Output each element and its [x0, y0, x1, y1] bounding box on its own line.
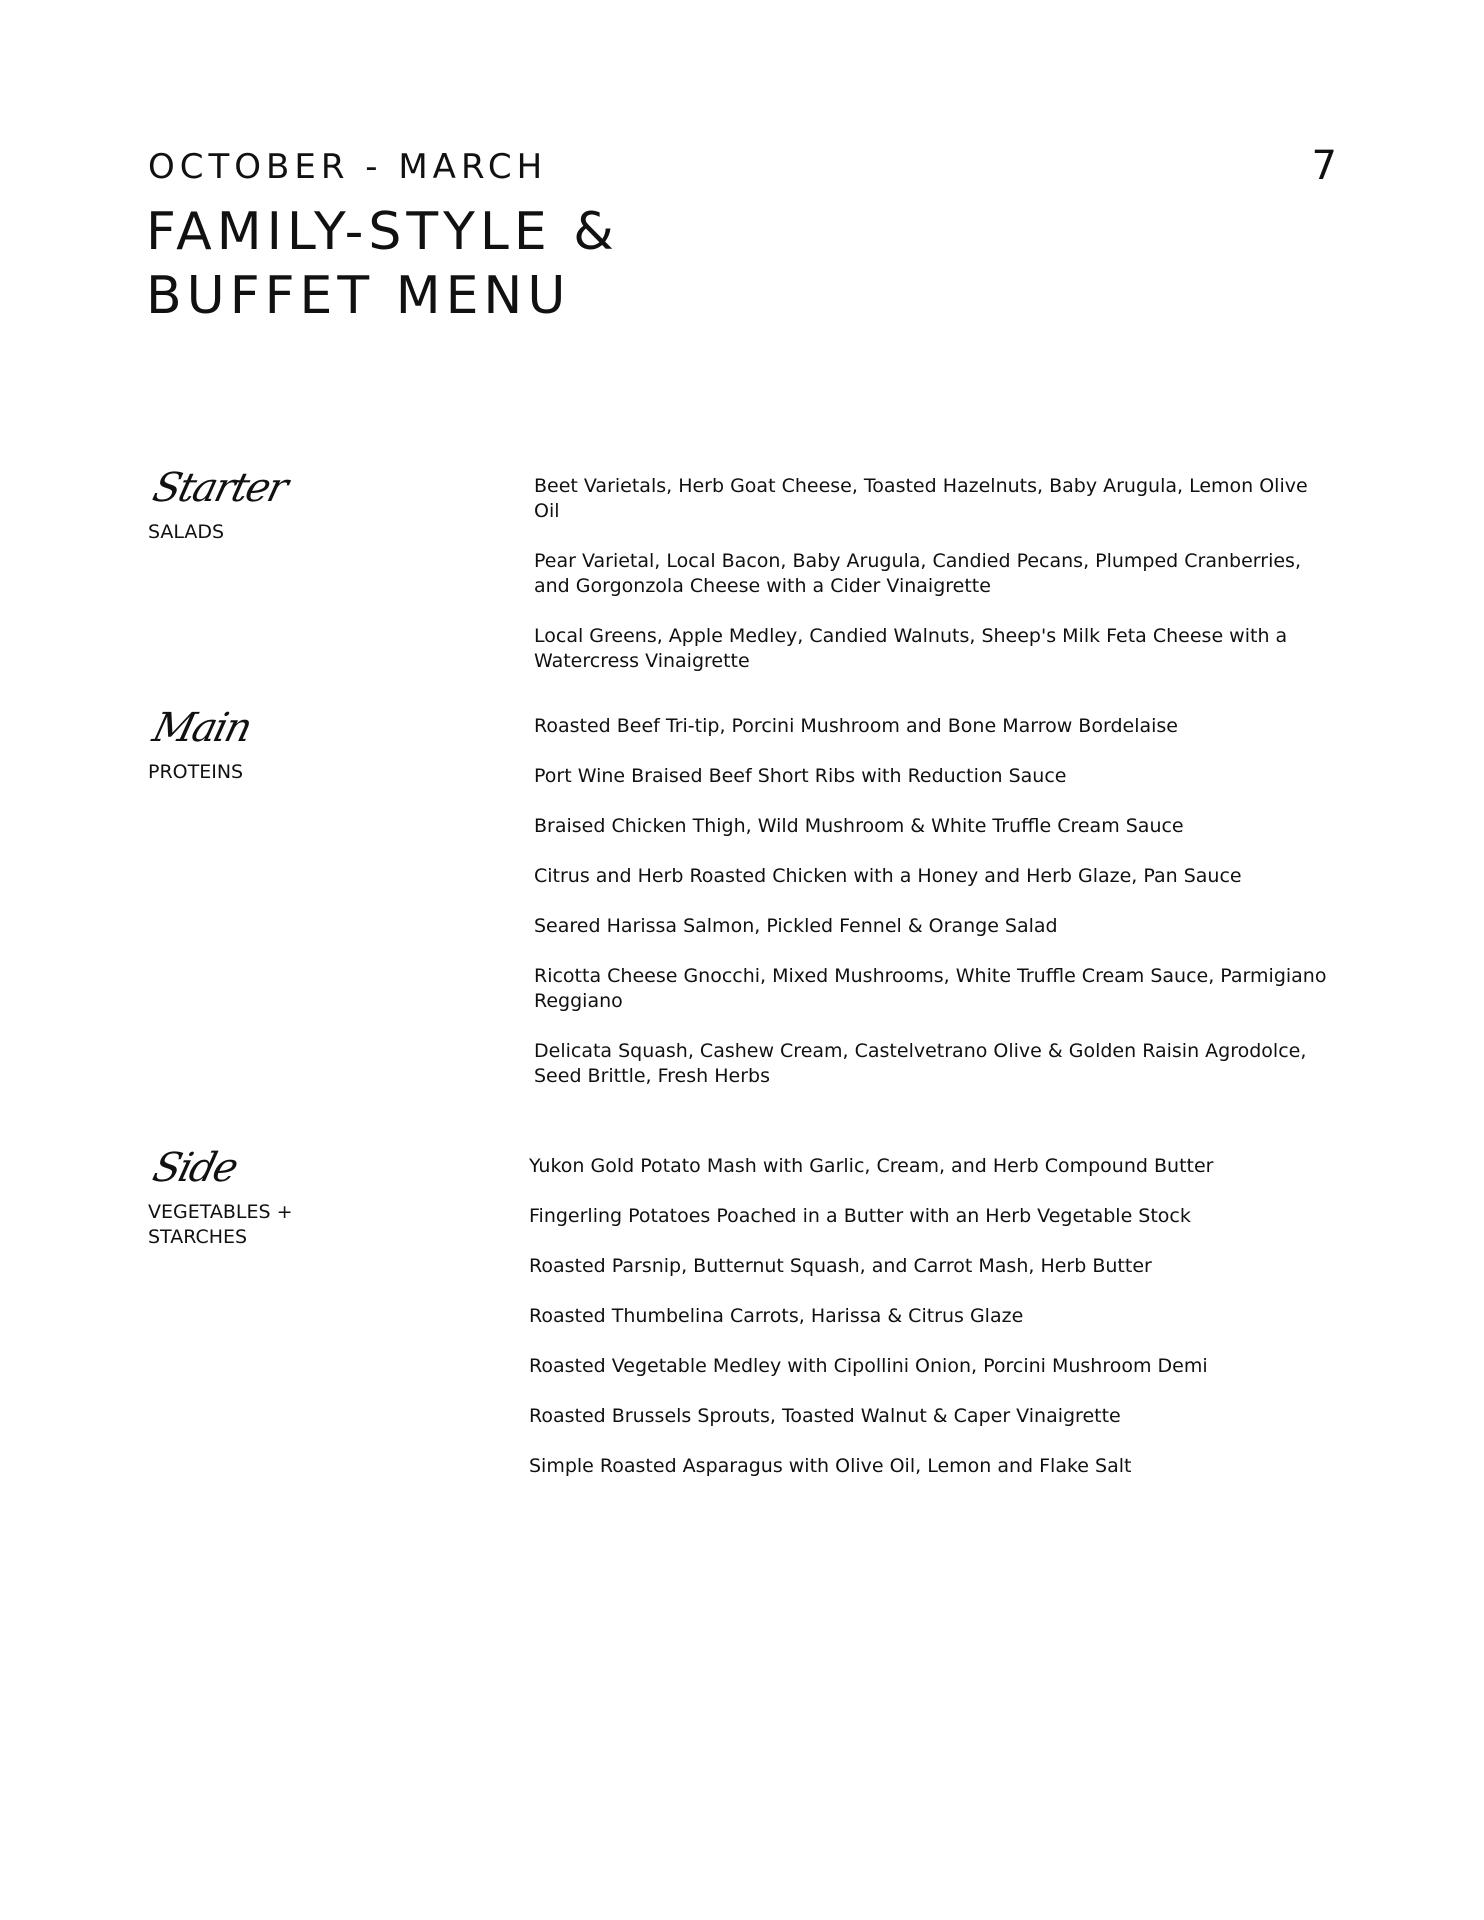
menu-item: Pear Varietal, Local Bacon, Baby Arugula, Candied Pecans, Plumped Cranberries, and Gorgonzola Cheese with a Cider Vinaigrette	[534, 550, 1301, 597]
section-script-label: Side	[148, 1145, 242, 1191]
menu-item-list	[534, 474, 1339, 699]
section-category: VEGETABLES + STARCHES	[148, 1201, 293, 1248]
menu-item: Simple Roasted Asparagus with Olive Oil, Lemon and Flake Salt	[529, 1455, 1132, 1477]
section-label	[148, 1144, 328, 1250]
menu-item: Beet Varietals, Herb Goat Cheese, Toasted Hazelnuts, Baby Arugula, Lemon Olive Oil	[534, 475, 1308, 522]
menu-item: Roasted Beef Tri-tip, Porcini Mushroom and Bone Marrow Bordelaise	[534, 715, 1178, 737]
menu-item: Citrus and Herb Roasted Chicken with a Honey and Herb Glaze, Pan Sauce	[534, 865, 1242, 887]
section-label	[148, 464, 328, 545]
section-script-label: Main	[148, 705, 256, 751]
section-category: SALADS	[148, 521, 225, 543]
menu-item-list	[534, 714, 1339, 1114]
menu-item: Braised Chicken Thigh, Wild Mushroom & White Truffle Cream Sauce	[534, 815, 1184, 837]
menu-item: Local Greens, Apple Medley, Candied Walnuts, Sheep's Milk Feta Cheese with a Watercress Vinaigrette	[534, 625, 1288, 672]
title-line-2: BUFFET MENU	[146, 266, 571, 326]
menu-item: Roasted Vegetable Medley with Cipollini Onion, Porcini Mushroom Demi	[529, 1355, 1208, 1377]
menu-item: Roasted Parsnip, Butternut Squash, and Carrot Mash, Herb Butter	[529, 1255, 1152, 1277]
section-script-label: Starter	[148, 465, 292, 511]
page-title	[146, 200, 619, 328]
menu-item: Fingerling Potatoes Poached in a Butter with an Herb Vegetable Stock	[529, 1205, 1191, 1227]
section-category: PROTEINS	[148, 761, 244, 783]
menu-item: Roasted Thumbelina Carrots, Harissa & Citrus Glaze	[529, 1305, 1024, 1327]
menu-item: Ricotta Cheese Gnocchi, Mixed Mushrooms, White Truffle Cream Sauce, Parmigiano Reggiano	[534, 965, 1327, 1012]
title-line-1: FAMILY-STYLE &	[146, 202, 619, 262]
page-number: 7	[1311, 143, 1337, 189]
section-label	[148, 704, 328, 785]
menu-item: Roasted Brussels Sprouts, Toasted Walnut & Caper Vinaigrette	[529, 1405, 1121, 1427]
season-range: OCTOBER - MARCH	[148, 147, 548, 187]
menu-item-list	[529, 1154, 1334, 1504]
menu-item: Yukon Gold Potato Mash with Garlic, Cream, and Herb Compound Butter	[529, 1155, 1214, 1177]
menu-item: Delicata Squash, Cashew Cream, Castelvetrano Olive & Golden Raisin Agrodolce, Seed Brittle, Fresh Herbs	[534, 1040, 1307, 1087]
menu-item: Seared Harissa Salmon, Pickled Fennel & Orange Salad	[534, 915, 1058, 937]
menu-item: Port Wine Braised Beef Short Ribs with Reduction Sauce	[534, 765, 1067, 787]
